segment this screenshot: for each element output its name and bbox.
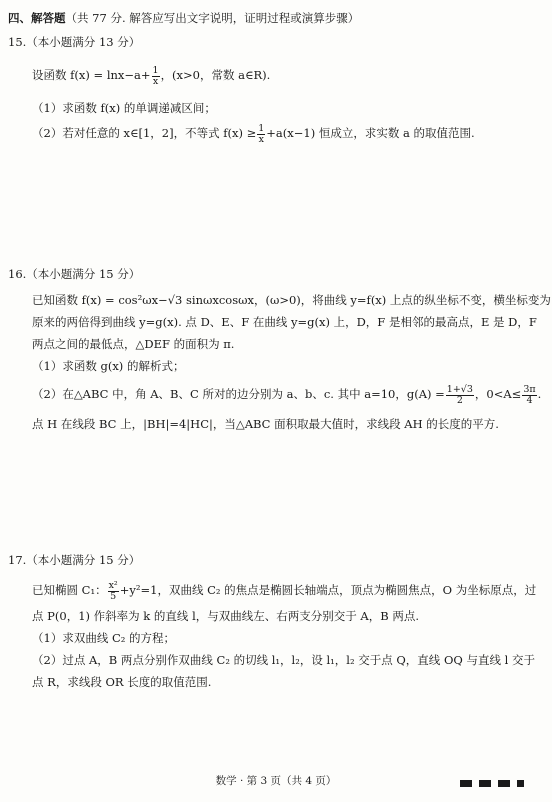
q17-line1 [32,578,536,602]
q16-line-last: 点 H 在线段 BC 上，|BH|=4|HC|，当△ABC 面积取最大值时，求线段 AH 的长度的平方. [32,417,499,431]
section-heading: 四、解答题 [8,11,66,25]
q17-part1: （1）求双曲线 C₂ 的方程； [32,631,176,645]
q16-part2-fraction-angle [522,385,536,406]
q16-line3: 两点之间的最低点，△DEF 的面积为 π. [32,337,235,351]
q16-part2-text-c: . [537,387,542,401]
q16-part2-frac2-den: 4 [526,394,533,406]
print-mark [517,780,524,787]
q17-line1-frac-num: x² [108,579,118,591]
q16-part2-fraction-ga [446,385,474,406]
q16-part2-text-b: ，0<A≤ [474,387,522,401]
q15-part2-text-a: （2）若对任意的 x∈[1，2]，不等式 f(x) ≥ [32,126,257,140]
q17-part2-line2: 点 R，求线段 OR 长度的取值范围. [32,675,212,689]
q15-part2-fraction [257,124,265,145]
q15-part2 [32,122,475,145]
q15-stem-text-b: ，(x>0，常数 a∈R). [160,68,271,82]
print-mark [479,780,491,787]
q15-part2-text-b: +a(x−1) 恒成立，求实数 a 的取值范围. [266,126,475,140]
q16-part1: （1）求函数 g(x) 的解析式； [32,359,185,373]
q17-line2: 点 P(0，1) 作斜率为 k 的直线 l，与双曲线左、右两支分别交于 A，B 两点. [32,609,419,623]
q15-stem-text-a: 设函数 f(x) = lnx−a+ [32,68,151,82]
q15-stem-frac-num: 1 [152,64,159,76]
q16-part2-text-a: （2）在△ABC 中，角 A、B、C 所对的边分别为 a、b、c. 其中 a=10，g(A) = [32,387,445,401]
q15-stem-frac-den: x [152,75,159,87]
q15-part2-frac-den: x [258,133,264,145]
page-footer: 数学 · 第 3 页（共 4 页） [215,775,337,787]
q17-part2-line1: （2）过点 A，B 两点分别作双曲线 C₂ 的切线 l₁，l₂，设 l₁，l₂ 交于点 Q，直线 OQ 与直线 l 交于 [32,653,535,667]
print-marks [460,776,531,790]
q16-line1: 已知函数 f(x) = cos²ωx−√3 sinωxcosωx，(ω>0)，将曲线 y=f(x) 上点的纵坐标不变，横坐标变为 [32,293,551,307]
section-heading-line [8,10,359,26]
q16-part2-frac-den: 2 [456,394,463,406]
print-mark [498,780,510,787]
q16-part2-frac-num: 1+√3 [446,383,473,395]
q15-part1: （1）求函数 f(x) 的单调递减区间； [32,101,216,115]
q17-line1-fraction [108,581,119,602]
q16-header: 16.（本小题满分 15 分） [8,267,141,281]
q15-header: 15.（本小题满分 13 分） [8,35,141,49]
q17-header: 17.（本小题满分 15 分） [8,553,141,567]
q15-stem-fraction [152,66,160,87]
section-intro: （共 77 分. 解答应写出文字说明，证明过程或演算步骤） [65,11,360,25]
q16-part2-frac2-num: 3π [523,383,536,395]
q17-line1-text-b: +y²=1，双曲线 C₂ 的焦点是椭圆长轴端点，顶点为椭圆焦点，O 为坐标原点，过 [119,583,537,597]
q17-line1-frac-den: 5 [110,590,117,602]
q15-stem [32,64,270,87]
q17-line1-text-a: 已知椭圆 C₁： [32,583,107,597]
q15-part2-frac-num: 1 [258,122,265,134]
print-mark [460,780,472,787]
q16-line2: 原来的两倍得到曲线 y=g(x). 点 D、E、F 在曲线 y=g(x) 上，D，F 是相邻的最高点，E 是 D，F [32,315,537,329]
q16-part2 [32,382,541,406]
